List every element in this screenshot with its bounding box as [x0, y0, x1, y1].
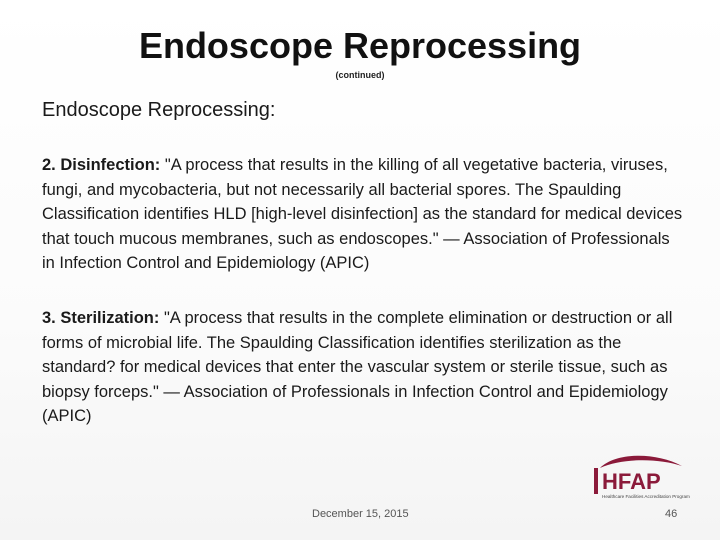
hfap-logo — [586, 454, 700, 504]
footer-date: December 15, 2015 — [312, 508, 409, 520]
sterilization-term: 3. Sterilization: — [42, 309, 160, 327]
page-number: 46 — [665, 508, 678, 520]
sterilization-paragraph — [42, 306, 687, 429]
logo-name: HFAP — [602, 469, 661, 494]
logo-bar — [594, 468, 598, 494]
sterilization-text: "A process that results in the complete elimination or destruction or all forms of microbial life. The Spaulding Classification identifies sterilization as the standard? for medical devices that enter the vascular system or sterile tissue, such as biopsy forceps." — Association of Professionals in Infection Control and Epidemiology (APIC) — [42, 309, 673, 425]
disinfection-text: "A process that results in the killing of all vegetative bacteria, viruses, fungi, and mycobacteria, but not necessarily all bacterial spores. The Spaulding Classification identifies HLD [high-level disinfection] as the standard for medical devices that touch mucous membranes, such as endoscopes." — Association of Professionals in Infection Control and Epidemiology (APIC) — [42, 156, 683, 272]
logo-tagline: Healthcare Facilities Accreditation Program — [602, 494, 690, 499]
logo-swoosh — [600, 456, 682, 468]
section-heading: Endoscope Reprocessing: — [42, 99, 276, 121]
slide-subtitle: (continued) — [335, 70, 385, 80]
disinfection-paragraph — [42, 153, 687, 276]
disinfection-term: 2. Disinfection: — [42, 156, 161, 174]
slide-title: Endoscope Reprocessing — [138, 25, 582, 66]
